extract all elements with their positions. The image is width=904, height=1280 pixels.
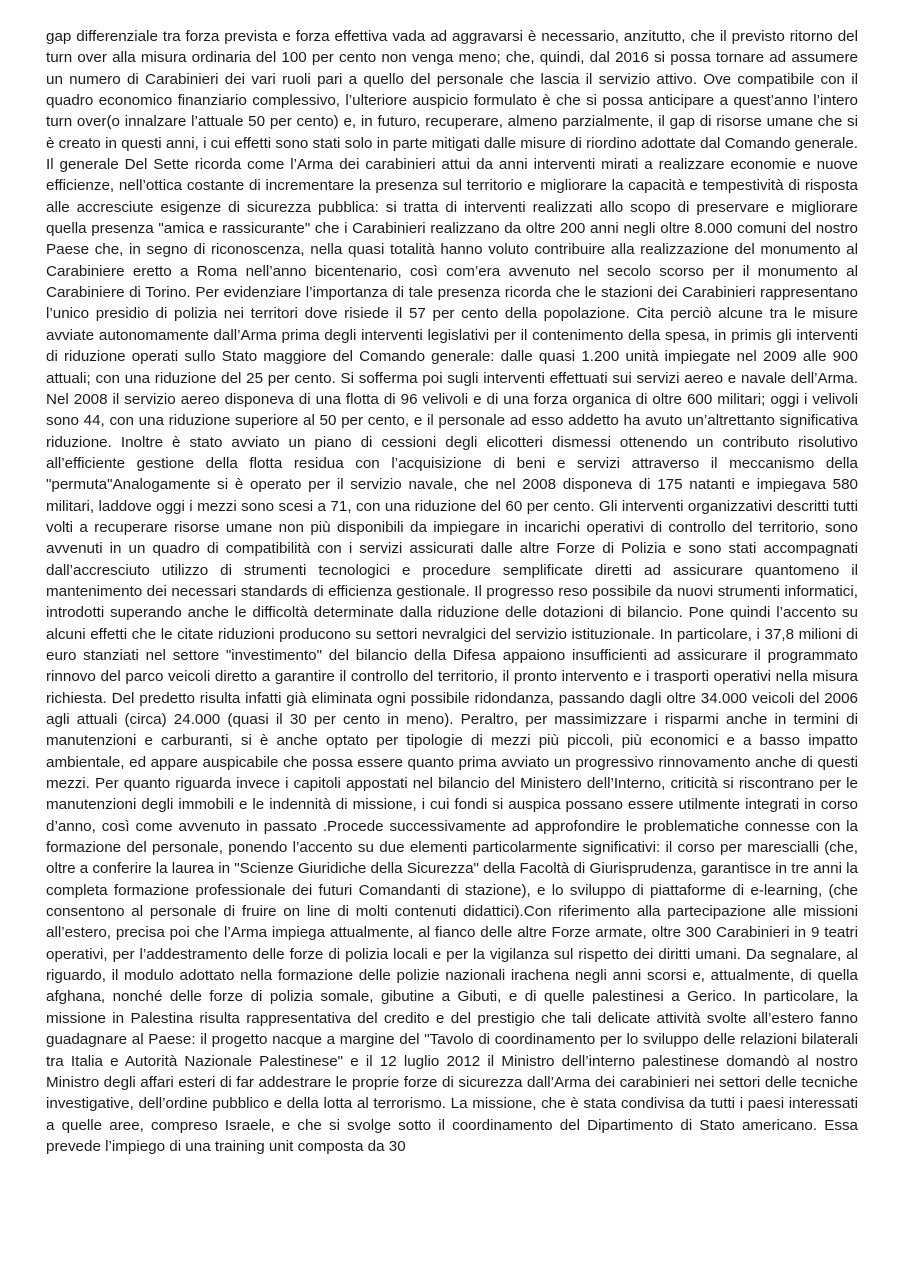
- document-page: [46, 26, 858, 1157]
- body-paragraph: gap differenziale tra forza prevista e forza effettiva vada ad aggravarsi è necessario, anzitutto, che il previsto ritorno del turn over alla misura ordinaria del 100 per cento non venga meno; che, quindi, dal 2016 si possa tornare ad assumere un numero di Carabinieri dei vari ruoli pari a quello del personale che lascia il servizio attivo. Ove compatibile con il quadro economico finanziario complessivo, l’ulteriore auspicio formulato è che si possa anticipare a quest’anno l’intero turn over(o innalzare l’attuale 50 per cento) e, in futuro, recuperare, almeno parzialmente, il gap di risorse umane che si è creato in questi anni, i cui effetti sono stati solo in parte mitigati dalle misure di riordino adottate dal Comando generale. Il generale Del Sette ricorda come l’Arma dei carabinieri attui da anni interventi mirati a realizzare economie e nuove efficienze, nell’ottica costante di incrementare la presenza sul territorio e migliorare la capacità e tempestività di risposta alle accresciute esigenze di sicurezza pubblica: si tratta di interventi realizzati allo scopo di preservare e migliorare quella presenza "amica e rassicurante" che i Carabinieri realizzano da oltre 200 anni negli oltre 8.000 comuni del nostro Paese che, in segno di riconoscenza, nella quasi totalità hanno voluto contribuire alla realizzazione del monumento al Carabiniere eretto a Roma nell’anno bicentenario, così com’era avvenuto nel secolo scorso per il monumento al Carabiniere di Torino. Per evidenziare l’importanza di tale presenza ricorda che le stazioni dei Carabinieri rappresentano l’unico presidio di polizia nei territori dove risiede il 57 per cento della popolazione. Cita perciò alcune tra le misure avviate autonomamente dall’Arma prima degli interventi legislativi per il contenimento della spesa, in primis gli interventi di riduzione operati sullo Stato maggiore del Comando generale: dalle quasi 1.200 unità impiegate nel 2009 alle 900 attuali; con una riduzione del 25 per cento. Si sofferma poi sugli interventi effettuati sui servizi aereo e navale dell’Arma. Nel 2008 il servizio aereo disponeva di una flotta di 96 velivoli e di una forza organica di oltre 600 militari; oggi i velivoli sono 44, con una riduzione superiore al 50 per cento, e il personale ad esso addetto ha avuto un’altrettanto significativa riduzione. Inoltre è stato avviato un piano di cessioni degli elicotteri dismessi ottenendo un contributo risolutivo all’efficiente gestione della flotta residua con l’acquisizione di beni e servizi attraverso il meccanismo della "permuta"Analogamente si è operato per il servizio navale, che nel 2008 disponeva di 175 natanti e impiegava 580 militari, laddove oggi i mezzi sono scesi a 71, con una riduzione del 60 per cento. Gli interventi organizzativi descritti tutti volti a recuperare risorse umane non più disponibili da impiegare in incarichi operativi di controllo del territorio, sono avvenuti in un quadro di compatibilità con i servizi assicurati dalle altre Forze di Polizia e sono stati accompagnati dall’accresciuto utilizzo di strumenti tecnologici e procedure semplificate diretti ad assicurare quantomeno il mantenimento dei necessari standards di efficienza gestionale. Il progresso reso possibile da nuovi strumenti informatici, introdotti superando anche le difficoltà determinate dalla riduzione delle dotazioni di bilancio. Pone quindi l’accento su alcuni effetti che le citate riduzioni producono su settori nevralgici del servizio istituzionale. In particolare, i 37,8 milioni di euro stanziati nel settore "investimento" del bilancio della Difesa appaiono insufficienti ad assicurare il programmato rinnovo del parco veicoli diretto a garantire il controllo del territorio, il pronto intervento e i trasporti operativi nella misura richiesta. Del predetto risulta infatti già eliminata ogni possibile ridondanza, passando dagli oltre 34.000 veicoli del 2006 agli attuali (circa) 24.000 (quasi il 30 per cento in meno). Peraltro, per massimizzare i risparmi anche in termini di manutenzioni e carburanti, si è anche optato per tipologie di mezzi più piccoli, più economici e a basso impatto ambientale, ed appare auspicabile che possa essere quanto prima avviato un progressivo rinnovamento anche di questi mezzi. Per quanto riguarda invece i capitoli appostati nel bilancio del Ministero dell’Interno, criticità si riscontrano per le manutenzioni degli immobili e le indennità di missione, i cui fondi si auspica possano essere utilmente integrati in corso d’anno, così come avvenuto in passato .Procede successivamente ad approfondire le problematiche connesse con la formazione del personale, ponendo l’accento su due elementi particolarmente significativi: il corso per marescialli (che, oltre a conferire la laurea in "Scienze Giuridiche della Sicurezza" della Facoltà di Giurisprudenza, garantisce in tre anni la completa formazione professionale dei futuri Comandanti di stazione), e lo sviluppo di piattaforme di e-learning, (che consentono al personale di fruire on line di molti contenuti didattici).Con riferimento alla partecipazione alle missioni all’estero, precisa poi che l’Arma impiega attualmente, al fianco delle altre Forze armate, oltre 300 Carabinieri in 9 teatri operativi, per l’addestramento delle forze di polizia locali e per la vigilanza sul rispetto dei diritti umani. Da segnalare, al riguardo, il modulo adottato nella formazione delle polizie nazionali irachena negli anni scorsi e, attualmente, di quella afghana, nonché delle forze di polizia somale, gibutine a Gibuti, e di quelle palestinesi a Gerico. In particolare, la missione in Palestina risulta rappresentativa del credito e del prestigio che tali delicate attività svolte all’estero fanno guadagnare al Paese: il progetto nacque a margine del "Tavolo di coordinamento per lo sviluppo delle relazioni bilaterali tra Italia e Autorità Nazionale Palestinese" e il 12 luglio 2012 il Ministro dell’interno palestinese domandò al nostro Ministro degli affari esteri di far addestrare le proprie forze di sicurezza dall’Arma dei carabinieri nei settori delle tecniche investigative, dell’ordine pubblico e della lotta al terrorismo. La missione, che è stata condivisa da tutti i paesi interessati a quelle aree, compreso Israele, e che si svolge sotto il coordinamento del Dipartimento di Stato americano. Essa prevede l’impiego di una training unit composta da 30: [46, 28, 858, 1155]
